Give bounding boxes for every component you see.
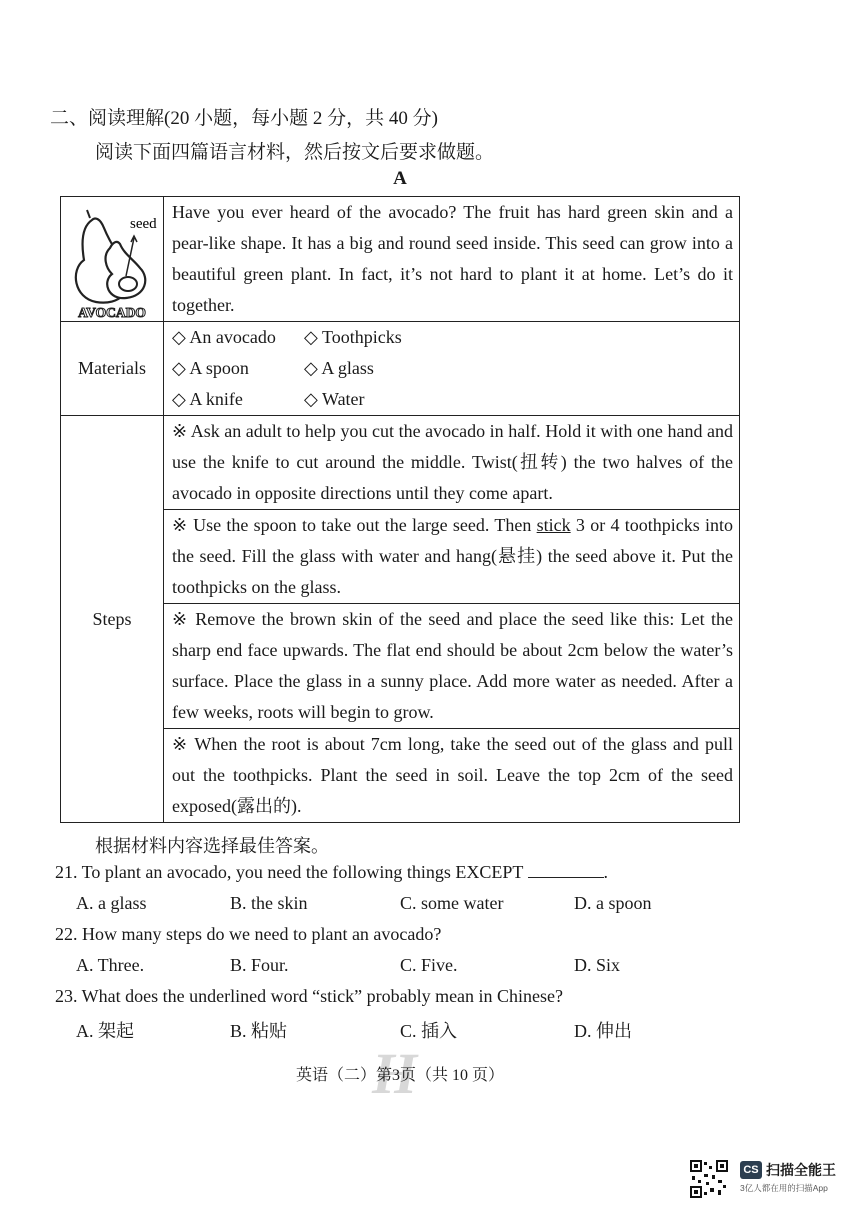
option: B. Four. [230, 955, 289, 975]
material-item: ◇ A glass [304, 358, 374, 378]
step-2-text: ※ Use the spoon to take out the large seed. Then stick 3 or 4 toothpicks into the seed. Fill the glass with water and hang(悬挂) the seed above it. Put the toothpicks on the glass. [164, 510, 740, 604]
material-item: ◇ A spoon [172, 358, 249, 378]
option: D. 伸出 [574, 1021, 632, 1041]
step-row [61, 416, 740, 510]
question-instruction: 根据材料内容选择最佳答案。 [95, 836, 329, 856]
scanner-logo: CS [740, 1161, 762, 1179]
option: A. Three. [76, 955, 145, 975]
intro-row [61, 197, 740, 322]
material-item: ◇ Toothpicks [304, 327, 402, 347]
avocado-table [60, 196, 740, 823]
option: D. a spoon [574, 893, 652, 913]
passage-label: A [393, 168, 407, 189]
answer-blank [528, 863, 604, 878]
scanner-slogan: 3亿人都在用的扫描App [740, 1183, 828, 1193]
page-footer: 英语（二）第3页（共 10 页） [295, 1067, 504, 1084]
step-3-text: ※ Remove the brown skin of the seed and place the seed like this: Let the sharp end face upwards. The flat end should be about 2cm below the water’s surface. Place the glass in a sunny place. Add more water as needed. After a few weeks, roots will begin to grow. [164, 604, 740, 729]
avocado-illustration [61, 197, 164, 322]
option: A. a glass [76, 893, 147, 913]
option: C. 插入 [400, 1021, 458, 1041]
option: A. 架起 [76, 1021, 134, 1041]
material-item: ◇ A knife [172, 389, 243, 409]
materials-row [61, 322, 740, 416]
materials-list [164, 322, 740, 416]
step-1-text: ※ Ask an adult to help you cut the avocado in half. Hold it with one hand and use the knife to cut around the middle. Twist(扭转) the two halves of the avocado in opposite directions until they come apart. [164, 416, 740, 510]
instruction-text: 阅读下面四篇语言材料，然后按文后要求做题。 [95, 142, 495, 163]
option: B. the skin [230, 893, 308, 913]
scanner-name: 扫描全能王 [766, 1162, 836, 1178]
materials-label: Materials [61, 322, 164, 416]
question-21: 21. To plant an avocado, you need the following things EXCEPT . [55, 862, 609, 882]
material-item: ◇ An avocado [172, 327, 276, 347]
option: C. some water [400, 893, 504, 913]
underlined-word: stick [536, 515, 571, 535]
seed-label: seed [130, 216, 157, 232]
material-item: ◇ Water [304, 389, 365, 409]
option: D. Six [574, 955, 621, 975]
steps-label: Steps [61, 416, 164, 823]
question-23: 23. What does the underlined word “stick” probably mean in Chinese? [55, 986, 564, 1006]
scanner-brand [740, 1160, 836, 1194]
step-4-text: ※ When the root is about 7cm long, take the seed out of the glass and pull out the toothpicks. Plant the seed in soil. Leave the top 2cm of the seed exposed(露出的). [164, 729, 740, 823]
avocado-icon [62, 198, 162, 320]
qr-code-icon [690, 1160, 728, 1198]
intro-text: Have you ever heard of the avocado? The fruit has hard green skin and a pear-like shape. It has a big and round seed inside. This seed can grow into a beautiful green plant. In fact, it’s not hard to plant it at home. Let’s do it together. [164, 197, 740, 322]
watermark: H [372, 1041, 412, 1106]
section-title: 二、阅读理解(20 小题，每小题 2 分，共 40 分) [50, 108, 438, 129]
illustration-title: AVOCADO [78, 305, 146, 320]
question-22: 22. How many steps do we need to plant an avocado? [55, 924, 442, 944]
option: B. 粘贴 [230, 1021, 288, 1041]
option: C. Five. [400, 955, 458, 975]
